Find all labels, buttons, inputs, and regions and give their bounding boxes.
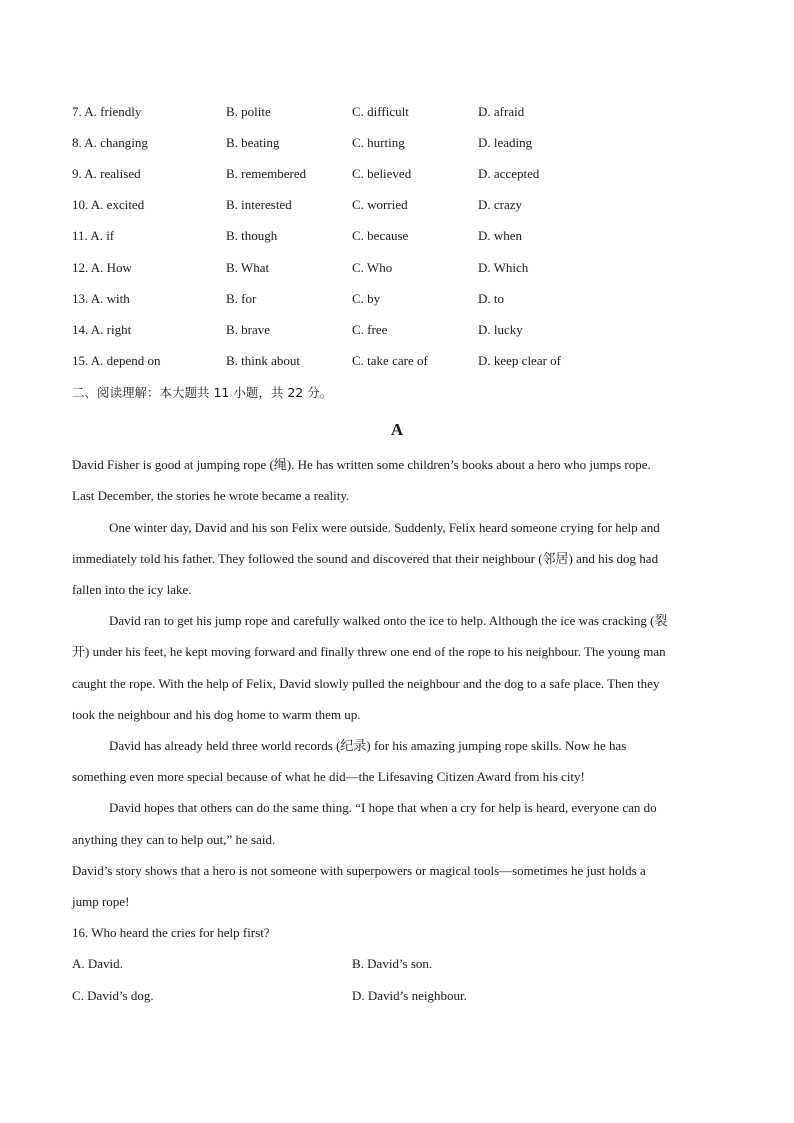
option-c: C. difficult bbox=[352, 104, 409, 119]
section-heading: 二、阅读理解：本大题共 11 小题，共 22 分。 bbox=[72, 385, 333, 400]
option-a: 14. A. right bbox=[72, 322, 132, 337]
passage-line: One winter day, David and his son Felix were outside. Suddenly, Felix heard someone crying for help and bbox=[109, 520, 660, 535]
option-b: B. for bbox=[226, 291, 257, 306]
answer-option-d: D. David’s neighbour. bbox=[352, 988, 467, 1003]
option-d: D. lucky bbox=[478, 322, 523, 337]
option-c: C. by bbox=[352, 291, 381, 306]
option-d: D. when bbox=[478, 228, 523, 243]
option-a: 12. A. How bbox=[72, 260, 132, 275]
option-b: B. interested bbox=[226, 197, 292, 212]
option-d: D. afraid bbox=[478, 104, 525, 119]
option-c: C. because bbox=[352, 228, 409, 243]
option-c: C. believed bbox=[352, 166, 412, 181]
option-b: B. though bbox=[226, 228, 278, 243]
option-c: C. hurting bbox=[352, 135, 405, 150]
option-b: B. What bbox=[226, 260, 270, 275]
passage-title: A bbox=[390, 420, 404, 439]
passage-line: something even more special because of what he did—the Lifesaving Citizen Award from his city! bbox=[72, 769, 585, 784]
option-a: 15. A. depend on bbox=[72, 353, 161, 368]
passage-line: immediately told his father. They followed the sound and discovered that their neighbour (邻居) and his dog had bbox=[72, 551, 659, 566]
option-b: B. brave bbox=[226, 322, 271, 337]
passage-line: David hopes that others can do the same thing. “I hope that when a cry for help is heard, everyone can do bbox=[109, 800, 657, 815]
option-a: 7. A. friendly bbox=[72, 104, 142, 119]
answer-option-b: B. David’s son. bbox=[352, 956, 433, 971]
passage-line: anything they can to help out,” he said. bbox=[72, 832, 276, 847]
option-d: D. Which bbox=[478, 260, 529, 275]
option-a: 8. A. changing bbox=[72, 135, 148, 150]
passage-line: took the neighbour and his dog home to warm them up. bbox=[72, 707, 361, 722]
option-d: D. crazy bbox=[478, 197, 523, 212]
passage-line: 开) under his feet, he kept moving forward and finally threw one end of the rope to his neighbour. The young man bbox=[72, 644, 666, 659]
passage-line: caught the rope. With the help of Felix, David slowly pulled the neighbour and the dog to a safe place. Then they bbox=[72, 676, 660, 691]
option-b: B. polite bbox=[226, 104, 271, 119]
option-d: D. accepted bbox=[478, 166, 540, 181]
option-a: 13. A. with bbox=[72, 291, 130, 306]
answer-option-a: A. David. bbox=[72, 956, 123, 971]
question-stem: 16. Who heard the cries for help first? bbox=[72, 925, 270, 940]
passage-line: David ran to get his jump rope and carefully walked onto the ice to help. Although the ice was cracking (裂 bbox=[109, 613, 668, 628]
option-a: 10. A. excited bbox=[72, 197, 145, 212]
option-d: D. leading bbox=[478, 135, 533, 150]
option-b: B. beating bbox=[226, 135, 280, 150]
option-d: D. to bbox=[478, 291, 504, 306]
answer-option-c: C. David’s dog. bbox=[72, 988, 154, 1003]
passage-line: jump rope! bbox=[72, 894, 130, 909]
option-d: D. keep clear of bbox=[478, 353, 562, 368]
option-c: C. worried bbox=[352, 197, 408, 212]
option-c: C. free bbox=[352, 322, 388, 337]
passage-line: David’s story shows that a hero is not someone with superpowers or magical tools—sometimes he just holds a bbox=[72, 863, 646, 878]
option-a: 11. A. if bbox=[72, 228, 115, 243]
option-c: C. take care of bbox=[352, 353, 428, 368]
passage-line: David Fisher is good at jumping rope (绳). He has written some children’s books about a hero who jumps rope. bbox=[72, 457, 651, 472]
passage-line: fallen into the icy lake. bbox=[72, 582, 192, 597]
passage-line: Last December, the stories he wrote became a reality. bbox=[72, 488, 350, 503]
option-b: B. remembered bbox=[226, 166, 307, 181]
passage-line: David has already held three world records (纪录) for his amazing jumping rope skills. Now he has bbox=[109, 738, 627, 753]
option-a: 9. A. realised bbox=[72, 166, 141, 181]
option-b: B. think about bbox=[226, 353, 301, 368]
option-c: C. Who bbox=[352, 260, 393, 275]
